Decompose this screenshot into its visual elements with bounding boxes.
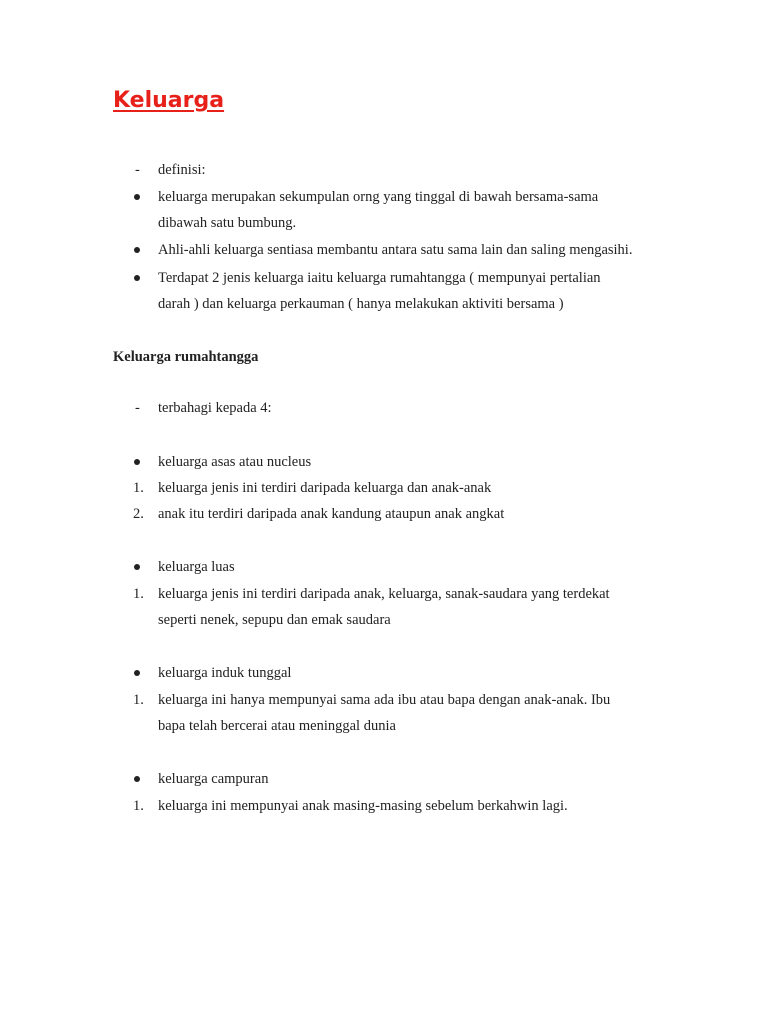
subdivision-label: terbahagi kepada 4: xyxy=(158,400,272,416)
item-number: 1. xyxy=(133,586,144,602)
numbered-item-text: keluarga ini hanya mempunyai sama ada ibu atau bapa dengan anak-anak. Ibu xyxy=(158,692,611,708)
bullet-icon xyxy=(134,766,154,792)
section-heading: Keluarga rumahtangga xyxy=(113,349,259,365)
bullet-icon xyxy=(134,184,154,210)
item-number: 1. xyxy=(133,692,144,708)
numbered-item-continuation: bapa telah bercerai atau meninggal dunia xyxy=(158,718,396,734)
item-number: 2. xyxy=(133,506,144,522)
list-item-text: Terdapat 2 jenis keluarga iaitu keluarga rumahtangga ( mempunyai pertalian xyxy=(158,270,601,286)
item-number: 1. xyxy=(133,480,144,496)
list-item-continuation: darah ) dan keluarga perkauman ( hanya melakukan aktiviti bersama ) xyxy=(158,296,564,312)
bullet-icon xyxy=(134,660,154,686)
category-text: keluarga campuran xyxy=(158,771,269,787)
list-item-text: keluarga merupakan sekumpulan orng yang tinggal di bawah bersama-sama xyxy=(158,189,599,205)
page-title: Keluarga xyxy=(113,88,225,113)
category-text: keluarga luas xyxy=(158,559,235,575)
definition-label: definisi: xyxy=(158,162,206,178)
bullet-icon xyxy=(134,237,154,263)
category-text: keluarga induk tunggal xyxy=(158,665,292,681)
bullet-icon xyxy=(134,449,154,475)
numbered-item-text: anak itu terdiri daripada anak kandung ataupun anak angkat xyxy=(158,506,505,522)
numbered-item-text: keluarga jenis ini terdiri daripada keluarga dan anak-anak xyxy=(158,480,492,496)
list-item-text: Ahli-ahli keluarga sentiasa membantu antara satu sama lain dan saling mengasihi. xyxy=(158,242,633,258)
dash-marker: - xyxy=(135,400,140,416)
category-text: keluarga asas atau nucleus xyxy=(158,454,312,470)
list-item-continuation: dibawah satu bumbung. xyxy=(158,215,297,231)
numbered-item-continuation: seperti nenek, sepupu dan emak saudara xyxy=(158,612,391,628)
numbered-item-text: keluarga ini mempunyai anak masing-masing sebelum berkahwin lagi. xyxy=(158,798,568,814)
bullet-icon xyxy=(134,265,154,291)
dash-marker: - xyxy=(135,162,140,178)
numbered-item-text: keluarga jenis ini terdiri daripada anak, keluarga, sanak-saudara yang terdekat xyxy=(158,586,610,602)
item-number: 1. xyxy=(133,798,144,814)
bullet-icon xyxy=(134,554,154,580)
